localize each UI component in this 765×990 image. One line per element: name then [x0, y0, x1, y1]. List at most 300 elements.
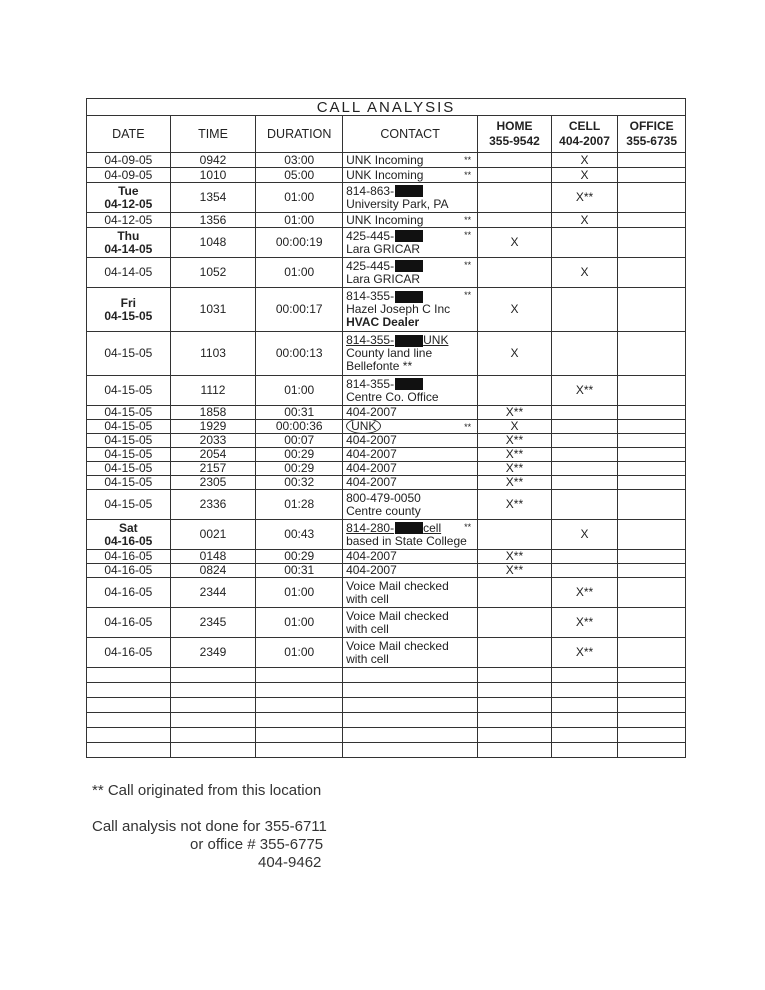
table-row: [87, 420, 686, 434]
office-cell: [618, 520, 686, 550]
footer-line-1: Call analysis not done for 355-6711: [92, 818, 327, 835]
day-of-week: Fri: [120, 295, 136, 310]
redaction-block: [395, 185, 423, 197]
date-cell: [87, 564, 171, 578]
date-value: 04-15-05: [104, 447, 153, 461]
date-cell: [87, 608, 171, 638]
contact-line: 404-2007: [346, 434, 397, 447]
contact-line: Centre county: [346, 504, 421, 518]
contact-line: UNK Incoming: [346, 153, 424, 167]
contact-line: with cell: [346, 592, 389, 606]
empty-cell: [618, 743, 686, 758]
contact-line: [346, 290, 474, 303]
empty-cell: [551, 668, 618, 683]
cell-cell: X: [551, 258, 618, 288]
contact-cell: [343, 520, 478, 550]
date-cell: [87, 168, 171, 183]
contact-number-prefix: 814-355-: [346, 377, 395, 391]
date-value: 04-15-05: [104, 497, 153, 511]
contact-line: Bellefonte **: [346, 360, 413, 373]
table-row: [87, 520, 686, 550]
time-cell: 1354: [170, 183, 256, 213]
empty-cell: [618, 668, 686, 683]
empty-cell: [256, 698, 343, 713]
header-home-number: 355-9542: [489, 134, 540, 148]
redaction-block: [395, 230, 423, 242]
empty-cell: [551, 743, 618, 758]
contact-line: University Park, PA: [346, 197, 449, 211]
contact-cell: [343, 638, 478, 668]
header-office-label: OFFICE: [629, 119, 674, 133]
empty-cell: [87, 713, 171, 728]
table-row: [87, 406, 686, 420]
header-home-label: HOME: [496, 119, 533, 133]
day-of-week: Thu: [117, 228, 140, 243]
duration-cell: 01:00: [256, 608, 343, 638]
time-cell: 0824: [170, 564, 256, 578]
empty-cell: [618, 698, 686, 713]
time-cell: 1112: [170, 376, 256, 406]
duration-cell: 00:00:36: [256, 420, 343, 434]
empty-cell: [618, 713, 686, 728]
empty-cell: [343, 698, 478, 713]
empty-row: [87, 743, 686, 758]
contact-line: 404-2007: [346, 448, 397, 461]
office-cell: [618, 213, 686, 228]
empty-cell: [618, 683, 686, 698]
cell-cell: X**: [551, 608, 618, 638]
table-row: [87, 578, 686, 608]
contact-line: 404-2007: [346, 462, 397, 475]
home-cell: [478, 638, 552, 668]
cell-cell: X: [551, 168, 618, 183]
table-row: [87, 608, 686, 638]
cell-cell: [551, 448, 618, 462]
date-cell: [87, 434, 171, 448]
contact-cell: [343, 406, 478, 420]
empty-cell: [478, 683, 552, 698]
home-cell: X**: [478, 564, 552, 578]
cell-cell: [551, 406, 618, 420]
cell-cell: [551, 564, 618, 578]
empty-cell: [551, 728, 618, 743]
redaction-block: [395, 291, 423, 303]
time-cell: 2349: [170, 638, 256, 668]
home-cell: X**: [478, 490, 552, 520]
duration-cell: 01:00: [256, 376, 343, 406]
office-cell: [618, 578, 686, 608]
empty-cell: [170, 743, 256, 758]
time-cell: 2157: [170, 462, 256, 476]
contact-cell: [343, 258, 478, 288]
empty-row: [87, 728, 686, 743]
office-cell: [618, 153, 686, 168]
home-cell: X: [478, 288, 552, 332]
date-cell: [87, 376, 171, 406]
contact-cell: [343, 288, 478, 332]
empty-row: [87, 698, 686, 713]
origin-marker: **: [464, 522, 472, 532]
duration-cell: 01:00: [256, 638, 343, 668]
contact-cell: [343, 376, 478, 406]
office-cell: [618, 638, 686, 668]
footer-line-2: or office # 355-6775: [190, 836, 324, 853]
origin-marker: **: [464, 290, 472, 300]
date-value: 04-09-05: [104, 167, 153, 182]
empty-cell: [170, 728, 256, 743]
contact-number-prefix: 814-863-: [346, 184, 395, 198]
header-office: [618, 116, 686, 153]
contact-line: with cell: [346, 652, 389, 666]
duration-cell: 00:29: [256, 462, 343, 476]
empty-cell: [478, 728, 552, 743]
contact-line: Voice Mail checked: [346, 639, 449, 653]
empty-cell: [478, 698, 552, 713]
time-cell: 1929: [170, 420, 256, 434]
time-cell: 0942: [170, 153, 256, 168]
contact-cell: [343, 564, 478, 578]
cell-cell: [551, 550, 618, 564]
home-cell: X: [478, 332, 552, 376]
contact-cell: [343, 168, 478, 183]
contact-line: UNK Incoming: [346, 213, 424, 227]
date-value: 04-09-05: [104, 152, 153, 167]
table-row: [87, 434, 686, 448]
day-of-week: Sat: [118, 520, 138, 535]
contact-line: Lara GRICAR: [346, 272, 421, 286]
home-cell: X**: [478, 434, 552, 448]
contact-suffix: UNK: [423, 334, 449, 347]
contact-number-prefix: 814-280-: [346, 521, 395, 535]
table-row: [87, 332, 686, 376]
empty-cell: [478, 713, 552, 728]
table-row: [87, 564, 686, 578]
empty-cell: [87, 683, 171, 698]
date-cell: [87, 420, 171, 434]
cell-cell: [551, 288, 618, 332]
time-cell: 1048: [170, 228, 256, 258]
cell-cell: [551, 420, 618, 434]
cell-cell: [551, 434, 618, 448]
contact-line: 404-2007: [346, 476, 397, 489]
contact-cell: [343, 420, 478, 434]
contact-cell: [343, 332, 478, 376]
home-cell: [478, 183, 552, 213]
cell-cell: X**: [551, 578, 618, 608]
origin-marker: **: [464, 230, 472, 240]
empty-cell: [343, 713, 478, 728]
contact-number-prefix: 814-355-: [346, 334, 395, 347]
empty-row: [87, 713, 686, 728]
header-cell: [551, 116, 618, 153]
office-cell: [618, 420, 686, 434]
empty-cell: [87, 743, 171, 758]
header-time: TIME: [170, 116, 256, 153]
table-row: [87, 168, 686, 183]
origin-marker: **: [464, 215, 472, 225]
duration-cell: 01:00: [256, 183, 343, 213]
empty-cell: [343, 743, 478, 758]
time-cell: 2336: [170, 490, 256, 520]
table-row: [87, 376, 686, 406]
redaction-block: [395, 378, 423, 390]
cell-cell: [551, 228, 618, 258]
empty-row: [87, 683, 686, 698]
date-cell: [87, 183, 171, 213]
empty-cell: [478, 668, 552, 683]
date-value: 04-16-05: [104, 645, 153, 659]
duration-cell: 03:00: [256, 153, 343, 168]
contact-cell: [343, 434, 478, 448]
cell-cell: X**: [551, 376, 618, 406]
contact-number-prefix: 425-445-: [346, 229, 395, 243]
cell-cell: X: [551, 213, 618, 228]
empty-cell: [343, 668, 478, 683]
header-home: [478, 116, 552, 153]
duration-cell: 00:43: [256, 520, 343, 550]
duration-cell: 00:00:13: [256, 332, 343, 376]
contact-line: Hazel Joseph C Inc: [346, 303, 451, 316]
duration-cell: 01:00: [256, 578, 343, 608]
empty-cell: [87, 698, 171, 713]
office-cell: [618, 332, 686, 376]
contact-number-prefix: 425-445-: [346, 259, 395, 273]
cell-cell: X**: [551, 183, 618, 213]
home-cell: X**: [478, 476, 552, 490]
date-value: 04-16-05: [104, 563, 153, 577]
contact-line: 404-2007: [346, 406, 397, 419]
office-cell: [618, 228, 686, 258]
table-row: [87, 153, 686, 168]
contact-line: [346, 334, 474, 347]
office-cell: [618, 168, 686, 183]
call-analysis-table: [86, 98, 686, 758]
contact-cell: [343, 578, 478, 608]
header-cell-label: CELL: [568, 119, 601, 133]
table-row: [87, 213, 686, 228]
date-value: 04-15-05: [104, 383, 153, 397]
contact-line: [346, 378, 474, 391]
time-cell: 1103: [170, 332, 256, 376]
day-of-week: Tue: [118, 183, 139, 198]
header-duration: DURATION: [256, 116, 343, 153]
time-cell: 1010: [170, 168, 256, 183]
home-cell: [478, 168, 552, 183]
contact-line: Voice Mail checked: [346, 579, 449, 593]
date-value: 04-16-05: [104, 549, 153, 563]
contact-suffix: cell: [423, 521, 442, 535]
date-cell: [87, 228, 171, 258]
contact-cell: [343, 608, 478, 638]
contact-line: [346, 522, 474, 535]
office-cell: [618, 476, 686, 490]
date-value: 04-15-05: [104, 461, 153, 475]
origin-marker: **: [464, 155, 472, 165]
call-analysis-sheet: [86, 98, 690, 758]
office-cell: [618, 434, 686, 448]
contact-line: Lara GRICAR: [346, 242, 421, 256]
time-cell: 2345: [170, 608, 256, 638]
table-row: [87, 228, 686, 258]
empty-cell: [551, 683, 618, 698]
table-row: [87, 462, 686, 476]
office-cell: [618, 608, 686, 638]
duration-cell: 00:32: [256, 476, 343, 490]
date-cell: [87, 448, 171, 462]
date-cell: [87, 288, 171, 332]
empty-cell: [618, 728, 686, 743]
cell-cell: [551, 476, 618, 490]
office-cell: [618, 406, 686, 420]
date-value: 04-15-05: [104, 475, 153, 489]
date-value: 04-15-05: [104, 419, 153, 433]
contact-number-prefix: 814-355-: [346, 290, 395, 303]
empty-cell: [170, 698, 256, 713]
cell-cell: X: [551, 153, 618, 168]
office-cell: [618, 258, 686, 288]
empty-row: [87, 668, 686, 683]
footer-note: ** Call originated from this location: [92, 782, 322, 799]
contact-line: based in State College: [346, 534, 467, 548]
office-cell: [618, 288, 686, 332]
home-cell: [478, 520, 552, 550]
table-row: [87, 550, 686, 564]
duration-cell: 01:00: [256, 258, 343, 288]
home-cell: X**: [478, 462, 552, 476]
date-value: 04-15-05: [104, 433, 153, 447]
office-cell: [618, 564, 686, 578]
date-cell: [87, 490, 171, 520]
table-row: [87, 448, 686, 462]
empty-cell: [170, 713, 256, 728]
contact-cell: [343, 213, 478, 228]
contact-cell: [343, 462, 478, 476]
date-cell: [87, 153, 171, 168]
date-cell: [87, 520, 171, 550]
duration-cell: 01:00: [256, 213, 343, 228]
contact-cell: [343, 550, 478, 564]
contact-line: [346, 260, 474, 273]
home-cell: [478, 153, 552, 168]
contact-cell: [343, 448, 478, 462]
time-cell: 1356: [170, 213, 256, 228]
contact-line: County land line: [346, 347, 433, 360]
contact-line: 404-2007: [346, 564, 397, 577]
date-cell: [87, 213, 171, 228]
home-cell: X**: [478, 448, 552, 462]
redaction-block: [395, 522, 423, 534]
empty-cell: [256, 683, 343, 698]
date-value: 04-15-05: [104, 346, 153, 360]
time-cell: 0021: [170, 520, 256, 550]
office-cell: [618, 462, 686, 476]
home-cell: [478, 213, 552, 228]
empty-cell: [256, 668, 343, 683]
office-cell: [618, 490, 686, 520]
office-cell: [618, 448, 686, 462]
office-cell: [618, 376, 686, 406]
table-row: [87, 183, 686, 213]
table-body: [87, 153, 686, 758]
time-cell: 2305: [170, 476, 256, 490]
contact-line: [346, 230, 474, 243]
circled-contact: UNK: [346, 420, 381, 433]
empty-cell: [551, 698, 618, 713]
cell-cell: [551, 332, 618, 376]
time-cell: 1858: [170, 406, 256, 420]
time-cell: 2033: [170, 434, 256, 448]
table-row: [87, 258, 686, 288]
contact-line: HVAC Dealer: [346, 316, 420, 329]
duration-cell: 00:29: [256, 550, 343, 564]
home-cell: [478, 376, 552, 406]
date-cell: [87, 332, 171, 376]
time-cell: 1052: [170, 258, 256, 288]
cell-cell: X: [551, 520, 618, 550]
date-value: 04-16-05: [104, 615, 153, 629]
office-cell: [618, 183, 686, 213]
contact-line: [346, 185, 474, 198]
footer-line-3: 404-9462: [258, 854, 322, 871]
date-cell: [87, 406, 171, 420]
table-row: [87, 476, 686, 490]
date-value: 04-14-05: [104, 241, 153, 256]
contact-line: [346, 420, 474, 433]
time-cell: 1031: [170, 288, 256, 332]
home-cell: X: [478, 228, 552, 258]
home-cell: X**: [478, 406, 552, 420]
contact-line: UNK Incoming: [346, 168, 424, 182]
contact-line: with cell: [346, 622, 389, 636]
contact-line: 800-479-0050: [346, 491, 421, 505]
time-cell: 2054: [170, 448, 256, 462]
empty-cell: [343, 683, 478, 698]
contact-cell: [343, 476, 478, 490]
contact-line: Voice Mail checked: [346, 609, 449, 623]
empty-cell: [256, 713, 343, 728]
empty-cell: [170, 683, 256, 698]
date-value: 04-16-05: [104, 533, 153, 548]
home-cell: X: [478, 420, 552, 434]
duration-cell: 00:29: [256, 448, 343, 462]
duration-cell: 00:00:19: [256, 228, 343, 258]
home-cell: [478, 578, 552, 608]
duration-cell: 01:28: [256, 490, 343, 520]
home-cell: [478, 258, 552, 288]
home-cell: X**: [478, 550, 552, 564]
office-cell: [618, 550, 686, 564]
duration-cell: 00:31: [256, 406, 343, 420]
duration-cell: 00:00:17: [256, 288, 343, 332]
contact-cell: [343, 228, 478, 258]
empty-cell: [551, 713, 618, 728]
duration-cell: 00:31: [256, 564, 343, 578]
empty-cell: [87, 728, 171, 743]
time-cell: 2344: [170, 578, 256, 608]
home-cell: [478, 608, 552, 638]
contact-line: Centre Co. Office: [346, 390, 439, 404]
empty-cell: [478, 743, 552, 758]
header-cell-number: 404-2007: [559, 134, 610, 148]
date-value: 04-12-05: [104, 212, 153, 227]
cell-cell: [551, 462, 618, 476]
redaction-block: [395, 335, 423, 347]
duration-cell: 00:07: [256, 434, 343, 448]
contact-cell: [343, 490, 478, 520]
contact-cell: [343, 153, 478, 168]
cell-cell: X**: [551, 638, 618, 668]
contact-line: 404-2007: [346, 550, 397, 563]
